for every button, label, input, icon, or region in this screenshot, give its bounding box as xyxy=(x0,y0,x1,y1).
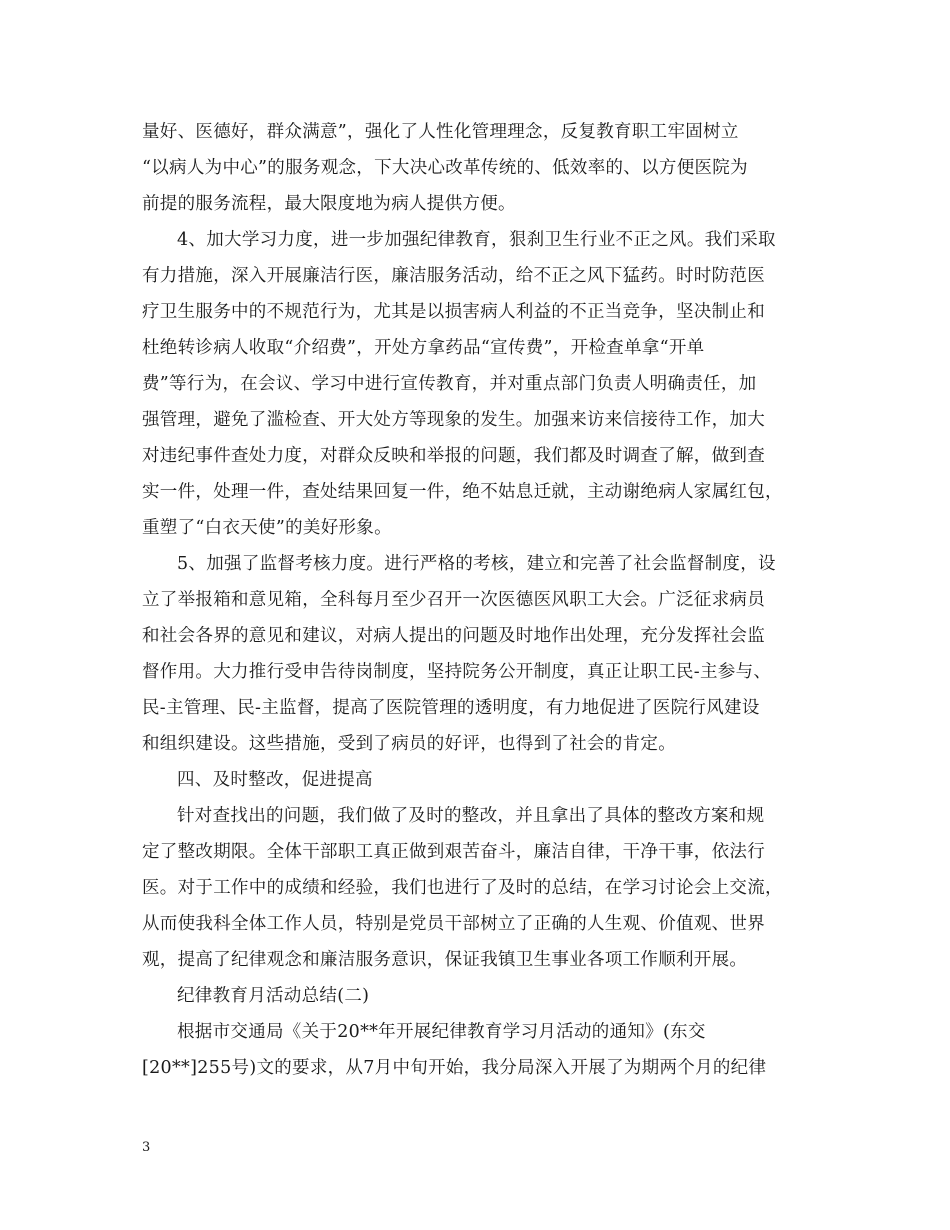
body-text-line: 对违纪事件查处力度，对群众反映和举报的问题，我们都及时调查了解，做到查 xyxy=(142,446,765,466)
section-heading: 四、及时整改，促进提高 xyxy=(177,770,373,790)
body-text-line: 立了举报箱和意见箱，全科每月至少召开一次医德医风职工大会。广泛征求病员 xyxy=(142,590,765,610)
paragraph-start-line: 4、加大学习力度，进一步加强纪律教育，狠刹卫生行业不正之风。我们采取 xyxy=(177,230,776,250)
body-text-line: 有力措施，深入开展廉洁行医，廉洁服务活动，给不正之风下猛药。时时防范医 xyxy=(142,266,765,286)
body-text-line: 疗卫生服务中的不规范行为，尤其是以损害病人利益的不正当竞争，坚决制止和 xyxy=(142,302,765,322)
body-text-line: 定了整改期限。全体干部职工真正做到艰苦奋斗，廉洁自律，干净干事，依法行 xyxy=(142,842,765,862)
paragraph-start-line: 针对查找出的问题，我们做了及时的整改，并且拿出了具体的整改方案和规 xyxy=(177,806,765,826)
body-text-line: 督作用。大力推行受申告待岗制度，坚持院务公开制度，真正让职工民-主参与、 xyxy=(142,662,772,682)
body-text-line: 从而使我科全体工作人员，特别是党员干部树立了正确的人生观、价值观、世界 xyxy=(142,914,765,934)
document-subtitle: 纪律教育月活动总结(二) xyxy=(177,986,370,1006)
body-text-line: 观，提高了纪律观念和廉洁服务意识，保证我镇卫生事业各项工作顺利开展。 xyxy=(142,950,748,970)
paragraph-start-line: 根据市交通局《关于20**年开展纪律教育学习月活动的通知》(东交 xyxy=(177,1022,706,1042)
body-text-line: 和社会各界的意见和建议，对病人提出的问题及时地作出处理，充分发挥社会监 xyxy=(142,626,765,646)
body-text-line: 杜绝转诊病人收取“介绍费”，开处方拿药品“宣传费”，开检查单拿“开单 xyxy=(142,338,705,358)
body-text-line: 重塑了“白衣天使”的美好形象。 xyxy=(142,518,392,538)
paragraph-start-line: 5、加强了监督考核力度。进行严格的考核，建立和完善了社会监督制度，设 xyxy=(177,554,776,574)
body-text-line: 量好、医德好，群众满意”，强化了人性化管理理念，反复教育职工牢固树立 xyxy=(142,122,739,142)
body-text-line: 民-主管理、民-主监督，提高了医院管理的透明度，有力地促进了医院行风建设 xyxy=(142,698,760,718)
body-text-line: 前提的服务流程，最大限度地为病人提供方便。 xyxy=(142,194,516,214)
body-text-line: [20**]255号)文的要求，从7月中旬开始，我分局深入开展了为期两个月的纪律 xyxy=(142,1058,767,1078)
body-text-line: 和组织建设。这些措施，受到了病员的好评，也得到了社会的肯定。 xyxy=(142,734,676,754)
body-text-line: “以病人为中心”的服务观念，下大决心改革传统的、低效率的、以方便医院为 xyxy=(142,158,748,178)
body-text-line: 实一件，处理一件，查处结果回复一件，绝不姑息迁就，主动谢绝病人家属红包， xyxy=(142,482,783,502)
page-number: 3 xyxy=(142,1140,151,1155)
body-text-line: 强管理，避免了滥检查、开大处方等现象的发生。加强来访来信接待工作，加大 xyxy=(142,410,765,430)
body-text-line: 费”等行为，在会议、学习中进行宣传教育，并对重点部门负责人明确责任，加 xyxy=(142,374,757,394)
body-text-line: 医。对于工作中的成绩和经验，我们也进行了及时的总结，在学习讨论会上交流， xyxy=(142,878,783,898)
